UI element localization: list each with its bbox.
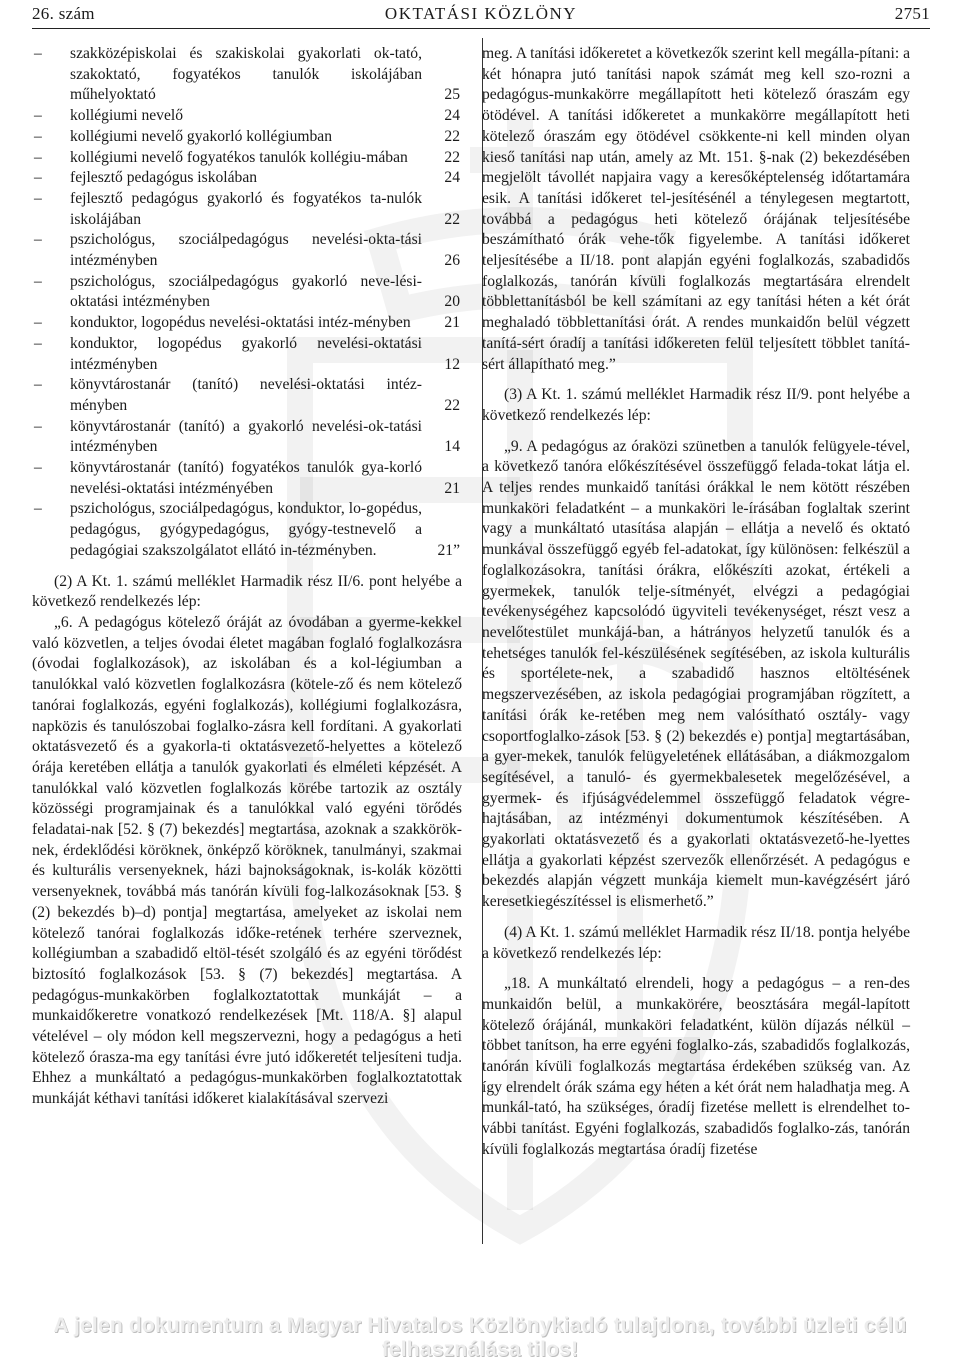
list-item bbox=[32, 189, 462, 230]
list-dash: – bbox=[34, 45, 42, 62]
list-item bbox=[32, 272, 462, 313]
list-dash: – bbox=[34, 459, 42, 477]
list-item-value: 21 bbox=[444, 314, 460, 332]
list-item-text: pszichológus, szociálpedagógus, konduktor, lo-gopédus, pedagógus, gyógypedagógus, gyógy-testnevelő a pedagógiai szakszolgálatot ellátó in-tézményben. bbox=[70, 500, 422, 559]
list-item-value: 21 bbox=[444, 479, 460, 497]
list-item bbox=[32, 127, 462, 148]
list-dash: – bbox=[34, 127, 42, 145]
list-item-text: kollégiumi nevelő gyakorló kollégiumban bbox=[70, 127, 333, 145]
list-item bbox=[32, 458, 462, 499]
list-item-value: 24 bbox=[444, 169, 460, 187]
paragraph-9: „9. A pedagógus az óraközi szünetben a tanulók felügyele-tével, a következő tanóra előkészítésével összefüggő felada-tokat látja el. A teljes rendes munkaidő tanítási órákkal le nem kötött részében munkaköri feladatként – a munkaköri le-írásában foglaltak szerint vagy a munkáltató utasítása alapján – ellátja a nevelő és oktató munkával összefüggő egyéb fel-adatokat, így különösen: felkészül a foglalkozásokra, tanítási órákra, előkészíti azokat, értékeli a gyermekek, tanulók telje-sítményét, elvégzi a pedagógiai tevékenységéhez kapcsolódó ügyviteli tevékenységet, részt vesz a nevelőtestület munkájá-ban, a hátrányos helyzetű tanulók és a tehetséges tanulók fel-készülésének segítésében, az iskola kulturális és sportélete-nek, a szabadidő hasznos eltöltésének megszervezésében, az iskola pedagógiai programjában rögzített, a tanítási órák ke-retében meg nem valósítható osztály- vagy csoportfoglalko-zások [53. § (2) bekezdés e) pontja] megtartásában, a gyer-mekek, tanulók felügyeletének ellátásában, a diákmozgalom segítésével, a tanuló- és gyermekbalesetek megelőzésével, a gyermek- és ifjúságvédelemmel összefüggő feladatok végre-hajtásában, az intézményi dokumentumok készítésében. A gyakorlati oktatásvezető és a gyakorlati oktatásvezető-he-lyettes ellátja a gyakorlati képzést szervezők ellenőrzését. A pedagógus e bekezdés alapján végzett munkája kiemelt mun-kavégzésért járó keresetkiegészítéssel is elismerhető.” bbox=[482, 437, 910, 911]
list-dash: – bbox=[34, 272, 42, 290]
list-item-value: 24 bbox=[444, 107, 460, 125]
issue-number: 26. szám bbox=[32, 4, 95, 23]
list-dash: – bbox=[34, 314, 42, 332]
list-item bbox=[32, 334, 462, 375]
header-rule bbox=[32, 28, 930, 29]
list-item-text: fejlesztő pedagógus iskolában bbox=[70, 169, 258, 187]
list-item-text: konduktor, logopédus gyakorló nevelési-oktatási intézményben bbox=[70, 334, 422, 373]
paragraph-2: (2) A Kt. 1. számú melléklet Harmadik rész II/6. pont helyébe a következő rendelkezés lép: bbox=[32, 572, 462, 611]
list-item bbox=[32, 148, 462, 169]
list-dash: – bbox=[34, 376, 42, 394]
list-item bbox=[32, 375, 462, 416]
paragraph-6: „6. A pedagógus kötelező óráját az óvodában a gyerme-kekkel való közvetlen, a teljes óvodai életet magában foglaló foglalkozásra (óvodai foglalkozások), az iskolában és a kol-légiumban a tanulókkal való közvetlen foglalkozásra (kötele-ző és nem kötelező tanórai foglalkozás, egyéni foglalkozás), kollégiumi foglalkozásra, napközis és tanulószobai foglalko-zásra kell fordítani. A gyakorlati oktatásvezető és a gyakorla-ti oktatásvezető-helyettes a kötelező órája keretében ellátja a tanulók gyakorlati és elméleti képzését. A tanulókkal való közvetlen foglalkozás körébe tartozik az osztály közösségi programjainak és a tanulókkal való egyéni törődés feladatai-nak [52. § (7) bekezdés] megtartása, azoknak a szakkörök-nek, érdeklődési köröknek, önképző köröknek, tanulmányi, szakmai és kulturális versenyeknek, házi bajnokságoknak, is-kolák közötti versenyeknek, továbbá más tanórán kívüli fog-lalkozásoknak [53. § (2) bekezdés b)–d) pontja] megtartása, amelyeket az iskolai nem kötelező tanórai foglalkozás időke-retének terhére szerveznek, kollégiumban a szabadidő eltöl-tését szolgáló és az egyéni törődést biztosító foglalkozások [53. § (7) bekezdés] megtartása. A pedagógus-munkakörben foglalkoztatottak munkáját – a munkaidőkeretre vonatkozó rendelkezések [Mt. 118/A. §] alapul vételével – oly módon kell megszervezni, hogy a pedagógus a heti kötelező órasza-ma egy tanítási évre jutó időkeretét teljesíteni tudja. Ehhez a munkáltató a pedagógus-munkakörben foglalkoztatottak munkáját kéthavi tanítási időkeret kialakításával szervezi bbox=[32, 613, 462, 1108]
copyright-footer: A jelen dokumentum a Magyar Hivatalos Közlönykiadó tulajdona, további üzleti célú felhasználása tilos! bbox=[53, 1314, 907, 1361]
list-item-text: szakközépiskolai és szakiskolai gyakorlati ok-tató, szakoktató, fogyatékos tanulók iskolájában műhelyoktató bbox=[70, 45, 422, 104]
paragraph-4: (4) A Kt. 1. számú melléklet Harmadik rész II/18. pontja helyébe a következő rendelkezés lép: bbox=[482, 923, 910, 962]
list-item-text: pszichológus, szociálpedagógus nevelési-okta-tási intézményben bbox=[70, 231, 422, 270]
list-dash: – bbox=[34, 417, 42, 435]
list-item-value: 14 bbox=[444, 438, 460, 456]
paragraph-3: (3) A Kt. 1. számú melléklet Harmadik rész II/9. pont helyébe a következő rendelkezés lép: bbox=[482, 386, 910, 424]
right-column bbox=[482, 44, 910, 1161]
paragraph-18: „18. A munkáltató elrendeli, hogy a pedagógus – a ren-des munkaidőn belül, a munkakörére, beosztására megál-lapított kötelező órájánál, munkaköri feladatként, külön díjazás nélkül – többet tanítson, ha erre egyéni foglalko-zás, szabadidős foglalkozás, tanórán kívüli foglalkozás megtartása érdekében szükség van. Az így elrendelt órák száma egy héten a két órát nem haladhatja meg. A munkál-tató, ha szükséges, óradíj fizetése mellett is elrendelhet to-vábbi tanítást. Egyéni foglalkozás, szabadidős foglalko-zás, tanórán kívüli foglalkozás megtartása óradíj fizetése bbox=[482, 975, 910, 1158]
list-item-text: könyvtárostanár (tanító) a gyakorló nevelési-ok-tatási intézményben bbox=[70, 417, 422, 456]
list-dash: – bbox=[34, 334, 42, 352]
page-number: 2751 bbox=[894, 4, 930, 23]
list-item-value: 22 bbox=[444, 396, 460, 414]
list-item-value: 22 bbox=[444, 210, 460, 228]
list-dash: – bbox=[34, 500, 42, 518]
list-item-text: konduktor, logopédus nevelési-oktatási intéz-ményben bbox=[70, 314, 411, 332]
list-item-value: 26 bbox=[444, 252, 460, 270]
left-column bbox=[32, 44, 462, 1110]
list-item bbox=[32, 168, 462, 189]
list-item-text: kollégiumi nevelő bbox=[70, 107, 184, 125]
list-item-text: kollégiumi nevelő fogyatékos tanulók kollégiu-mában bbox=[70, 148, 408, 166]
list-item bbox=[32, 230, 462, 271]
list-dash: – bbox=[34, 148, 42, 166]
page-header bbox=[32, 4, 930, 26]
position-list bbox=[32, 44, 462, 562]
list-dash: – bbox=[34, 189, 42, 207]
list-item bbox=[32, 313, 462, 334]
list-dash: – bbox=[34, 231, 42, 249]
list-item-text: pszichológus, szociálpedagógus gyakorló neve-lési-oktatási intézményben bbox=[70, 272, 422, 311]
list-item-value: 25 bbox=[444, 86, 460, 104]
list-item bbox=[32, 44, 462, 106]
list-item bbox=[32, 499, 462, 561]
journal-title: OKTATÁSI KÖZLÖNY bbox=[384, 4, 578, 23]
list-item-value: 22 bbox=[444, 148, 460, 166]
list-item-value: 12 bbox=[444, 355, 460, 373]
list-item-value: 21” bbox=[437, 541, 460, 559]
list-item-text: fejlesztő pedagógus gyakorló és fogyatékos ta-nulók iskolájában bbox=[70, 189, 422, 228]
paragraph-continuation: meg. A tanítási időkeretet a következők szerint kell megálla-pítani: a két hónapra jutó tanítási napok számát meg kell szo-rozni a pedagógus-munkakörre megállapított heti kötelező óraszám egy ötödével. A tanítási időkeretet a munkakörre megállapított heti kötelező óraszám egy ötödével csökkente-ni kell minden olyan kieső tanítási nap után, amely az Mt. 151. §-nak (2) bekezdésében megjelölt távollét napjaira vagy a keresőképtelenség időtartamára esik. A tanítási időkeret tel-jesítésénél a ténylegesen megtartott, továbbá a pedagógus heti kötelező órájának teljesítésébe beszámítható órák vehe-tők figyelembe. A tanítási időkeret teljesítésébe a II/18. pont alapján egyéni foglalkozás, szabadidős foglalkozás, tanórán kívüli foglalkozás megtartására elrendelt többlettanításból be kell számítani az egy tanítási héten a két órát meghaladó többlettanítási órát. A rendes munkaidőn belül végzett tanítá-sért óradíj a tanítási időkereten felül teljesített többlet tanítá-sért állapítható meg.” bbox=[482, 45, 910, 373]
list-dash: – bbox=[34, 107, 42, 125]
list-item-value: 22 bbox=[444, 127, 460, 145]
list-dash: – bbox=[34, 169, 42, 187]
list-item bbox=[32, 106, 462, 127]
list-item-text: könyvtárostanár (tanító) nevelési-oktatási intéz-ményben bbox=[70, 376, 422, 414]
list-item bbox=[32, 417, 462, 458]
list-item-value: 20 bbox=[444, 293, 460, 311]
list-item-text: könyvtárostanár (tanító) fogyatékos tanulók gya-korló nevelési-oktatási intézményében bbox=[70, 459, 422, 497]
